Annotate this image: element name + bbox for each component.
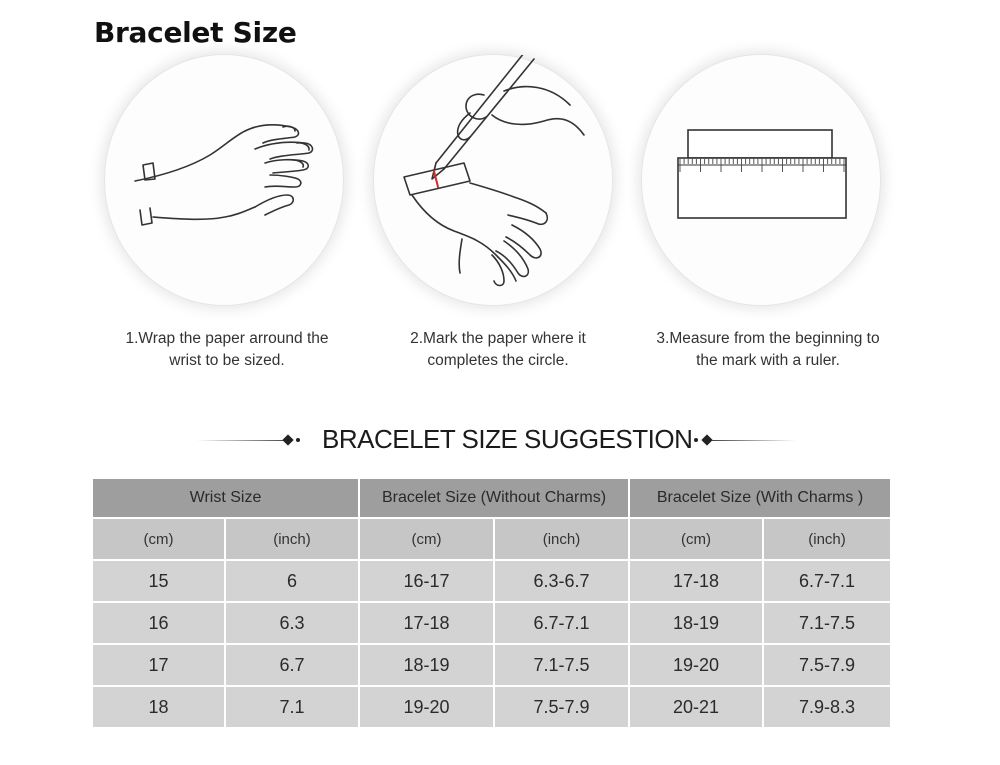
- table-cell: 6.7-7.1: [494, 602, 629, 644]
- step-1-caption: [97, 328, 357, 372]
- unit-cell: (inch): [494, 518, 629, 560]
- table-cell: 19-20: [359, 686, 494, 728]
- table-cell: 19-20: [629, 644, 763, 686]
- table-cell: 7.1-7.5: [763, 602, 891, 644]
- step-2-caption: [368, 328, 628, 372]
- table-cell: 7.9-8.3: [763, 686, 891, 728]
- divider-diamond-left: [282, 434, 293, 445]
- unit-cell: (inch): [225, 518, 359, 560]
- table-cell: 6.3-6.7: [494, 560, 629, 602]
- divider-diamond-right: [701, 434, 712, 445]
- step-3-caption-line2: the mark with a ruler.: [696, 352, 840, 369]
- header-with-charms: Bracelet Size (With Charms ): [629, 478, 891, 518]
- table-cell: 18-19: [629, 602, 763, 644]
- table-cell: 7.1: [225, 686, 359, 728]
- unit-cell: (cm): [359, 518, 494, 560]
- page-title: Bracelet Size: [94, 16, 297, 49]
- table-row: [92, 602, 891, 644]
- size-table: [91, 477, 892, 729]
- table-cell: 6: [225, 560, 359, 602]
- hand-mark-pen-icon: [374, 55, 612, 305]
- table-row: [92, 644, 891, 686]
- table-cell: 17: [92, 644, 225, 686]
- ruler-measure-icon: [642, 55, 880, 305]
- step-1-caption-line1: 1.Wrap the paper arround the: [125, 330, 329, 347]
- table-cell: 17-18: [629, 560, 763, 602]
- table-cell: 6.3: [225, 602, 359, 644]
- hand-wrap-paper-icon: [105, 55, 343, 305]
- table-cell: 6.7: [225, 644, 359, 686]
- step-2-illustration: [374, 55, 612, 305]
- table-cell: 17-18: [359, 602, 494, 644]
- unit-cell: (cm): [92, 518, 225, 560]
- table-row: [92, 686, 891, 728]
- step-2-caption-line2: completes the circle.: [427, 352, 569, 369]
- step-3-caption: [638, 328, 898, 372]
- step-1-caption-line2: wrist to be sized.: [169, 352, 285, 369]
- table-title: BRACELET SIZE SUGGESTION: [322, 424, 693, 454]
- table-row: [92, 560, 891, 602]
- divider-dot-right: [694, 438, 698, 442]
- table-cell: 20-21: [629, 686, 763, 728]
- table-cell: 18: [92, 686, 225, 728]
- header-without-charms: Bracelet Size (Without Charms): [359, 478, 629, 518]
- table-cell: 7.5-7.9: [494, 686, 629, 728]
- table-cell: 16-17: [359, 560, 494, 602]
- table-unit-row: [92, 518, 891, 560]
- step-1-illustration: [105, 55, 343, 305]
- table-cell: 15: [92, 560, 225, 602]
- divider-dot-left: [296, 438, 300, 442]
- step-3-caption-line1: 3.Measure from the beginning to: [656, 330, 880, 347]
- table-cell: 6.7-7.1: [763, 560, 891, 602]
- title-divider-right: [712, 440, 796, 441]
- table-cell: 16: [92, 602, 225, 644]
- step-2-caption-line1: 2.Mark the paper where it: [410, 330, 586, 347]
- table-cell: 18-19: [359, 644, 494, 686]
- unit-cell: (inch): [763, 518, 891, 560]
- table-group-header-row: [92, 478, 891, 518]
- title-divider-left: [196, 440, 288, 441]
- header-wrist-size: Wrist Size: [92, 478, 359, 518]
- step-3-illustration: [642, 55, 880, 305]
- table-cell: 7.5-7.9: [763, 644, 891, 686]
- unit-cell: (cm): [629, 518, 763, 560]
- table-cell: 7.1-7.5: [494, 644, 629, 686]
